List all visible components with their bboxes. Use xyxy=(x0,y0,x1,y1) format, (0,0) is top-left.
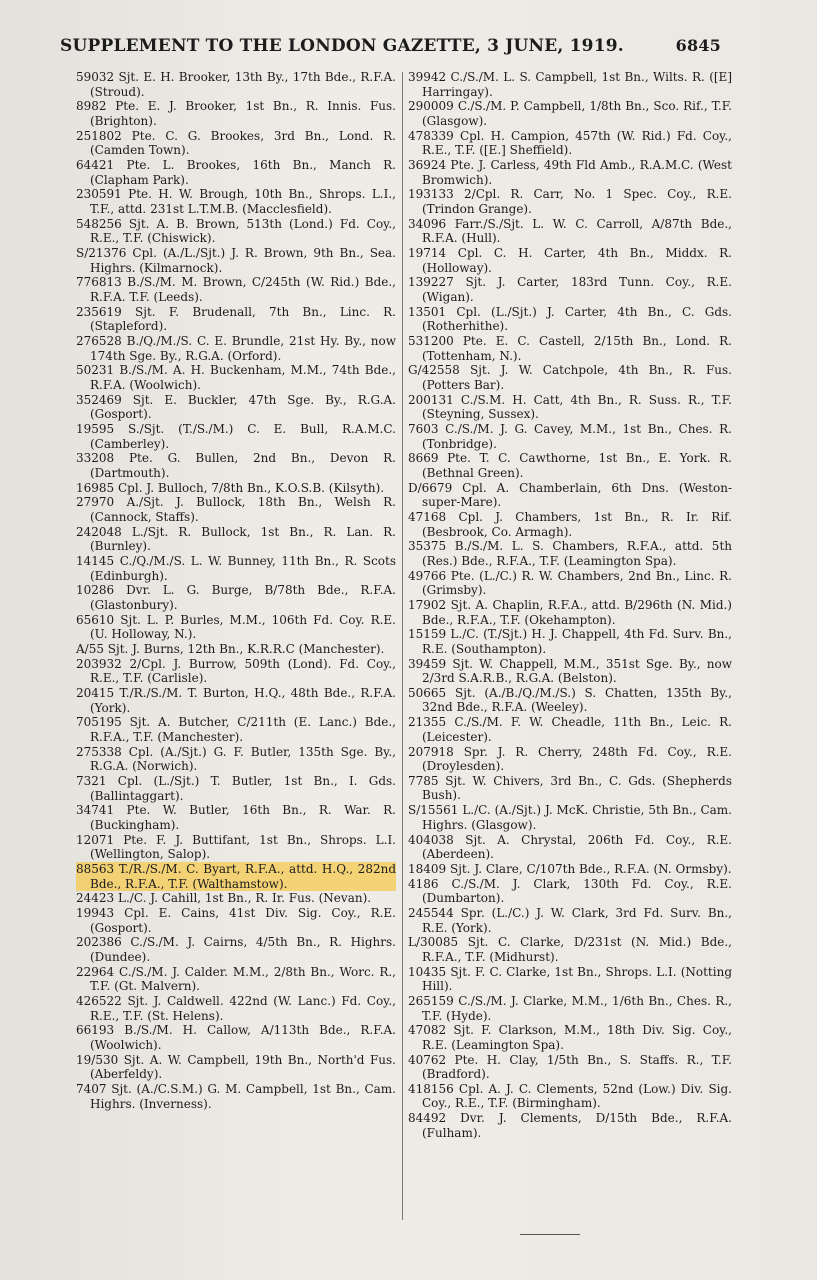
page-number: 6845 xyxy=(675,36,721,55)
gazette-entry: 19595 S./Sjt. (T./S./M.) C. E. Bull, R.A.M.C. (Camberley). xyxy=(76,421,396,451)
gazette-entry: 12071 Pte. F. J. Buttifant, 1st Bn., Shrops. L.I. (Wellington, Salop). xyxy=(76,832,396,862)
gazette-entry: 10286 Dvr. L. G. Burge, B/78th Bde., R.F.A. (Glastonbury). xyxy=(76,583,396,612)
gazette-entry: 230591 Pte. H. W. Brough, 10th Bn., Shrops. L.I., T.F., attd. 231st L.T.M.B. (Macclesfield). xyxy=(76,187,396,216)
gazette-entry: 47168 Cpl. J. Chambers, 1st Bn., R. Ir. Rif. (Besbrook, Co. Armagh). xyxy=(408,509,732,539)
gazette-entry: 207918 Spr. J. R. Cherry, 248th Fd. Coy., R.E. (Droylesden). xyxy=(408,744,732,774)
gazette-entry: 7321 Cpl. (L./Sjt.) T. Butler, 1st Bn., I. Gds. (Ballintaggart). xyxy=(76,774,396,803)
gazette-entry: 548256 Sjt. A. B. Brown, 513th (Lond.) Fd. Coy., R.E., T.F. (Chiswick). xyxy=(76,216,396,246)
gazette-entry: 19714 Cpl. C. H. Carter, 4th Bn., Middx. R. (Holloway). xyxy=(408,245,732,275)
gazette-entry: 59032 Sjt. E. H. Brooker, 13th By., 17th Bde., R.F.A. (Stroud). xyxy=(76,70,396,99)
right-column xyxy=(408,70,732,1141)
gazette-entry: D/6679 Cpl. A. Chamberlain, 6th Dns. (Weston-super-Mare). xyxy=(408,480,732,510)
gazette-entry: 478339 Cpl. H. Campion, 457th (W. Rid.) Fd. Coy., R.E., T.F. ([E.] Sheffield). xyxy=(408,128,732,158)
gazette-entry: 265159 C./S./M. J. Clarke, M.M., 1/6th Bn., Ches. R., T.F. (Hyde). xyxy=(408,993,732,1023)
gazette-entry: 17902 Sjt. A. Chaplin, R.F.A., attd. B/296th (N. Mid.) Bde., R.F.A., T.F. (Okehampton). xyxy=(408,597,732,627)
end-rule xyxy=(520,1234,580,1235)
gazette-entry: 35375 B./S./M. L. S. Chambers, R.F.A., attd. 5th (Res.) Bde., R.F.A., T.F. (Leamington Spa). xyxy=(408,539,732,568)
gazette-entry: 64421 Pte. L. Brookes, 16th Bn., Manch R. (Clapham Park). xyxy=(76,157,396,187)
gazette-entry: 49766 Pte. (L./C.) R. W. Chambers, 2nd Bn., Linc. R. (Grimsby). xyxy=(408,568,732,598)
gazette-entry: 7785 Sjt. W. Chivers, 3rd Bn., C. Gds. (Shepherds Bush). xyxy=(408,773,732,803)
gazette-entry: 16985 Cpl. J. Bulloch, 7/8th Bn., K.O.S.B. (Kilsyth). xyxy=(76,480,385,495)
gazette-entry: S/15561 L./C. (A./Sjt.) J. McK. Christie, 5th Bn., Cam. Highrs. (Glasgow). xyxy=(408,803,732,832)
gazette-entry: 10435 Sjt. F. C. Clarke, 1st Bn., Shrops. L.I. (Notting Hill). xyxy=(408,964,732,994)
page-title: SUPPLEMENT TO THE LONDON GAZETTE, 3 JUNE, 1919. xyxy=(60,36,624,56)
gazette-entry: 18409 Sjt. J. Clare, C/107th Bde., R.F.A. (N. Ormsby). xyxy=(408,861,732,876)
column-divider xyxy=(402,72,403,1220)
gazette-entry: 245544 Spr. (L./C.) J. W. Clark, 3rd Fd. Surv. Bn., R.E. (York). xyxy=(408,905,732,935)
gazette-entry: 24423 L./C. J. Cahill, 1st Bn., R. Ir. Fus. (Nevan). xyxy=(76,891,372,906)
gazette-entry: 8669 Pte. T. C. Cawthorne, 1st Bn., E. York. R. (Bethnal Green). xyxy=(408,451,732,480)
gazette-entry: 15159 L./C. (T./Sjt.) H. J. Chappell, 4th Fd. Surv. Bn., R.E. (Southampton). xyxy=(408,627,732,656)
page-header xyxy=(60,36,721,56)
gazette-entry: S/21376 Cpl. (A./L./Sjt.) J. R. Brown, 9th Bn., Sea. Highrs. (Kilmarnock). xyxy=(76,245,396,275)
gazette-entry: 39942 C./S./M. L. S. Campbell, 1st Bn., Wilts. R. ([E] Harringay). xyxy=(408,70,732,99)
highlighted-entry: 88563 T./R./S./M. C. Byart, R.F.A., attd. H.Q., 282nd Bde., R.F.A., T.F. (Walthamstow). xyxy=(76,862,396,891)
gazette-entry: 242048 L./Sjt. R. Bullock, 1st Bn., R. Lan. R. (Burnley). xyxy=(76,524,396,554)
gazette-entry: 8982 Pte. E. J. Brooker, 1st Bn., R. Innis. Fus. (Brighton). xyxy=(76,99,396,128)
gazette-entry: 47082 Sjt. F. Clarkson, M.M., 18th Div. Sig. Coy., R.E. (Leamington Spa). xyxy=(408,1023,732,1052)
gazette-entry: 235619 Sjt. F. Brudenall, 7th Bn., Linc. R. (Stapleford). xyxy=(76,304,396,334)
gazette-entry: 290009 C./S./M. P. Campbell, 1/8th Bn., Sco. Rif., T.F. (Glasgow). xyxy=(408,99,732,128)
gazette-entry: 40762 Pte. H. Clay, 1/5th Bn., S. Staffs. R., T.F. (Bradford). xyxy=(408,1052,732,1082)
gazette-entry: 19/530 Sjt. A. W. Campbell, 19th Bn., North'd Fus. (Aberfeldy). xyxy=(76,1052,396,1082)
left-column xyxy=(76,70,396,1111)
gazette-entry: 276528 B./Q./M./S. C. E. Brundle, 21st Hy. By., now 174th Sge. By., R.G.A. (Orford). xyxy=(76,333,396,363)
gazette-entry: 352469 Sjt. E. Buckler, 47th Sge. By., R.G.A. (Gosport). xyxy=(76,392,396,422)
gazette-entry: 7603 C./S./M. J. G. Cavey, M.M., 1st Bn., Ches. R. (Tonbridge). xyxy=(408,421,732,451)
gazette-entry: L/30085 Sjt. C. Clarke, D/231st (N. Mid.) Bde., R.F.A., T.F. (Midhurst). xyxy=(408,935,732,964)
gazette-entry: 13501 Cpl. (L./Sjt.) J. Carter, 4th Bn., C. Gds. (Rotherhithe). xyxy=(408,304,732,334)
gazette-entry: 14145 C./Q./M./S. L. W. Bunney, 11th Bn., R. Scots (Edinburgh). xyxy=(76,553,396,583)
gazette-entry: 200131 C./S.M. H. Catt, 4th Bn., R. Suss. R., T.F. (Steyning, Sussex). xyxy=(408,392,732,422)
gazette-entry: 65610 Sjt. L. P. Burles, M.M., 106th Fd. Coy. R.E. (U. Holloway, N.). xyxy=(76,612,396,642)
gazette-entry: 275338 Cpl. (A./Sjt.) G. F. Butler, 135th Sge. By., R.G.A. (Norwich). xyxy=(76,744,396,774)
gazette-entry: 531200 Pte. E. C. Castell, 2/15th Bn., Lond. R. (Tottenham, N.). xyxy=(408,333,732,363)
gazette-entry: 33208 Pte. G. Bullen, 2nd Bn., Devon R. (Dartmouth). xyxy=(76,451,396,480)
gazette-entry: 251802 Pte. C. G. Brookes, 3rd Bn., Lond. R. (Camden Town). xyxy=(76,128,396,158)
gazette-entry: 36924 Pte. J. Carless, 49th Fld Amb., R.A.M.C. (West Bromwich). xyxy=(408,157,732,187)
gazette-entry: 202386 C./S./M. J. Cairns, 4/5th Bn., R. Highrs. (Dundee). xyxy=(76,935,396,964)
gazette-entry: 139227 Sjt. J. Carter, 183rd Tunn. Coy., R.E. (Wigan). xyxy=(408,275,732,304)
gazette-entry: 19943 Cpl. E. Cains, 41st Div. Sig. Coy., R.E. (Gosport). xyxy=(76,906,396,935)
gazette-entry: 50665 Sjt. (A./B./Q./M./S.) S. Chatten, 135th By., 32nd Bde., R.F.A. (Weeley). xyxy=(408,685,732,715)
gazette-entry: 404038 Sjt. A. Chrystal, 206th Fd. Coy., R.E. (Aberdeen). xyxy=(408,832,732,862)
gazette-entry: 34741 Pte. W. Butler, 16th Bn., R. War. R. (Buckingham). xyxy=(76,803,396,832)
gazette-entry: 203932 2/Cpl. J. Burrow, 509th (Lond). Fd. Coy., R.E., T.F. (Carlisle). xyxy=(76,656,396,686)
gazette-entry: 705195 Sjt. A. Butcher, C/211th (E. Lanc.) Bde., R.F.A., T.F. (Manchester). xyxy=(76,715,396,744)
gazette-entry: 7407 Sjt. (A./C.S.M.) G. M. Campbell, 1st Bn., Cam. Highrs. (Inverness). xyxy=(76,1082,396,1111)
gazette-entry: 426522 Sjt. J. Caldwell. 422nd (W. Lanc.) Fd. Coy., R.E., T.F. (St. Helens). xyxy=(76,994,396,1023)
gazette-entry: 418156 Cpl. A. J. C. Clements, 52nd (Low.) Div. Sig. Coy., R.E., T.F. (Birmingham). xyxy=(408,1081,732,1111)
gazette-entry: A/55 Sjt. J. Burns, 12th Bn., K.R.R.C (Manchester). xyxy=(76,641,385,656)
gazette-entry: 39459 Sjt. W. Chappell, M.M., 351st Sge. By., now 2/3rd S.A.R.B., R.G.A. (Belston). xyxy=(408,656,732,686)
gazette-entry: 4186 C./S./M. J. Clark, 130th Fd. Coy., R.E. (Dumbarton). xyxy=(408,876,732,906)
gazette-entry: 193133 2/Cpl. R. Carr, No. 1 Spec. Coy., R.E. (Trindon Grange). xyxy=(408,187,732,216)
gazette-entry: 50231 B./S./M. A. H. Buckenham, M.M., 74th Bde., R.F.A. (Woolwich). xyxy=(76,363,396,392)
gazette-entry: 22964 C./S./M. J. Calder. M.M., 2/8th Bn., Worc. R., T.F. (Gt. Malvern). xyxy=(76,964,396,994)
gazette-entry: 27970 A./Sjt. J. Bullock, 18th Bn., Welsh R. (Cannock, Staffs). xyxy=(76,495,396,524)
gazette-entry: G/42558 Sjt. J. W. Catchpole, 4th Bn., R. Fus. (Potters Bar). xyxy=(408,363,732,392)
gazette-entry: 776813 B./S./M. M. Brown, C/245th (W. Rid.) Bde., R.F.A. T.F. (Leeds). xyxy=(76,275,396,304)
gazette-entry: 20415 T./R./S./M. T. Burton, H.Q., 48th Bde., R.F.A. (York). xyxy=(76,686,396,715)
gazette-entry: 21355 C./S./M. F. W. Cheadle, 11th Bn., Leic. R. (Leicester). xyxy=(408,715,732,744)
gazette-entry: 66193 B./S./M. H. Callow, A/113th Bde., R.F.A. (Woolwich). xyxy=(76,1023,396,1052)
gazette-entry: 34096 Farr./S./Sjt. L. W. C. Carroll, A/87th Bde., R.F.A. (Hull). xyxy=(408,216,732,246)
gazette-entry: 84492 Dvr. J. Clements, D/15th Bde., R.F.A. (Fulham). xyxy=(408,1111,732,1140)
